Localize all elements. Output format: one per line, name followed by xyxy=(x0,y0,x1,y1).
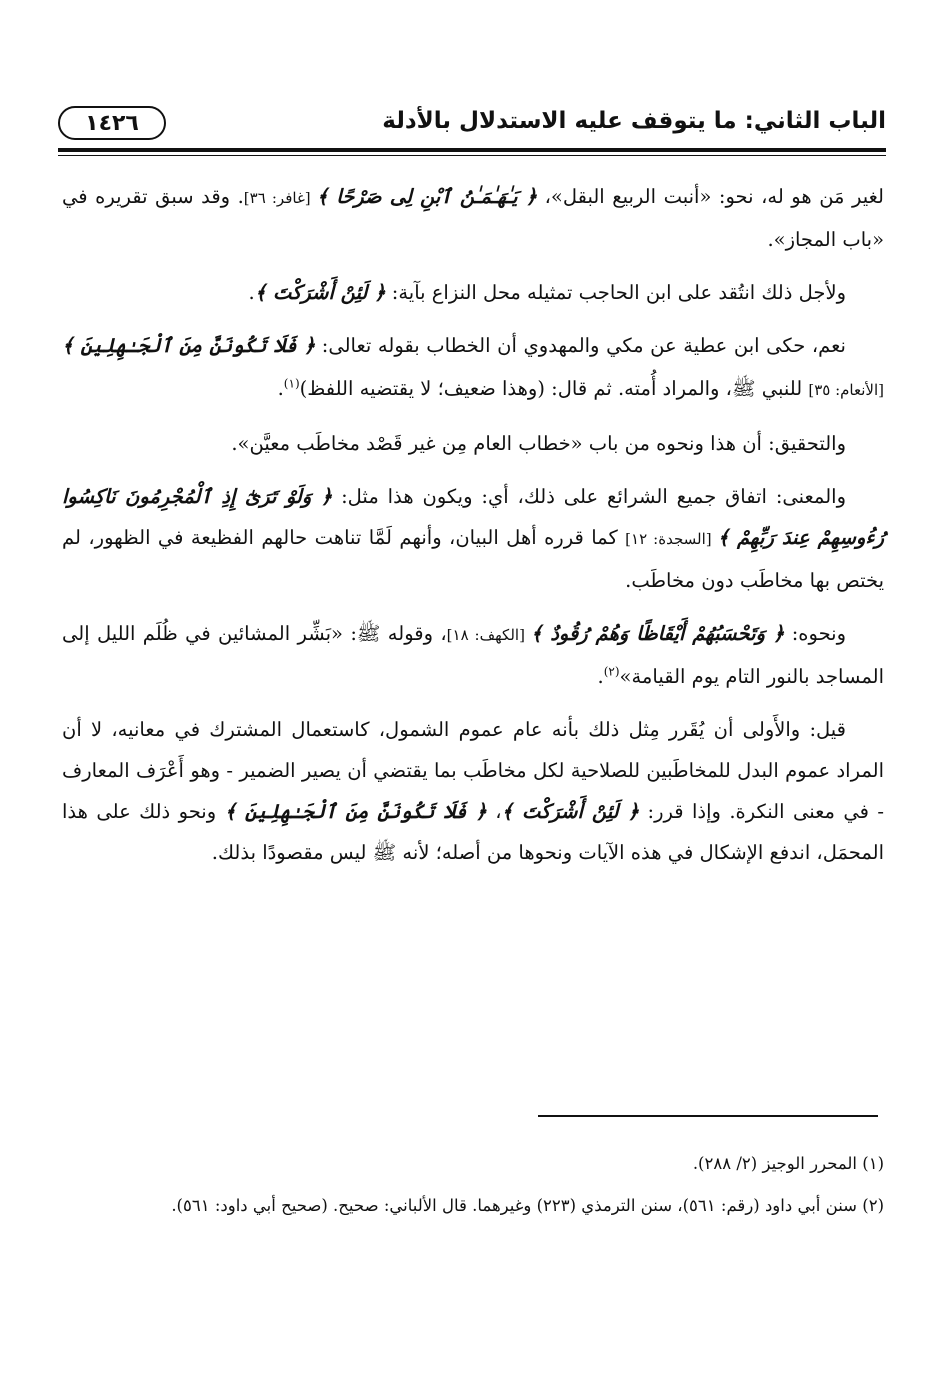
quran-verse: ﴿ فَلَا تَكُونَنَّ مِنَ ٱلْجَـٰهِلِينَ ﴾ xyxy=(224,800,487,823)
text-run: كما قرره أهل البيان، وأنهم لَمَّا تناهت حالهم الفظيعة في الظهور، لم يختص بها مخاطَب دون مخاطَب. xyxy=(62,526,884,592)
text-run: والمعنى: اتفاق جميع الشرائع على ذلك، أي: ويكون هذا مثل: xyxy=(332,485,846,508)
header-rule-thin xyxy=(58,155,886,156)
quran-verse: ﴿ وَلَوْ تَرَىٰٓ إِذِ ٱلْمُجْرِمُونَ نَاكِسُوا رُءُوسِهِمْ عِندَ رَبِّهِمْ ﴾ xyxy=(62,485,884,549)
text-run: ولأجل ذلك انتُقد على ابن الحاجب تمثيله محل النزاع بآية: xyxy=(385,281,846,304)
verse-reference: [السجدة: ١٢] xyxy=(625,530,718,548)
footnote-1: (١) المحرر الوجيز (٢/ ٢٨٨). xyxy=(692,1154,884,1173)
verse-reference: [الأنعام: ٣٥] xyxy=(808,381,884,399)
footnote-marker: (١) xyxy=(283,376,300,391)
quran-verse: ﴿ لَئِنْ أَشْرَكْتَ ﴾ xyxy=(501,800,640,823)
paragraph-1 xyxy=(62,176,884,260)
paragraph-2 xyxy=(62,272,884,313)
paragraph-6 xyxy=(62,613,884,697)
quran-verse: ﴿ لَئِنْ أَشْرَكْتَ ﴾ xyxy=(254,281,386,304)
text-run: ، xyxy=(486,800,502,823)
main-text xyxy=(62,176,884,885)
footnote-2: (٢) سنن أبي داود (رقم: ٥٦١)، سنن الترمذي (٢٢٣) وغيرهما. قال الألباني: صحيح. (صحيح أبي داود: ٥٦١). xyxy=(171,1196,884,1215)
text-run: ، وقوله ﷺ: «بَشِّر المشائين في ظُلَم الليل إلى المساجد بالنور التام يوم القيامة» xyxy=(62,622,884,688)
text-run: . وقد سبق تقريره في «باب المجاز». xyxy=(62,185,884,251)
page-header xyxy=(58,100,886,150)
paragraph-3 xyxy=(62,325,884,411)
text-run: ونحو ذلك على هذا المحمَل، اندفع الإشكال في هذه الآيات ونحوها من أصله؛ لأنه ﷺ ليس مقصودًا بذلك. xyxy=(62,800,884,864)
paragraph-7 xyxy=(62,709,884,873)
quran-verse: ﴿ فَلَا تَكُونَنَّ مِنَ ٱلْجَـٰهِلِينَ ﴾ xyxy=(62,334,316,357)
text-run: نعم، حكى ابن عطية عن مكي والمهدوي أن الخطاب بقوله تعالى: xyxy=(315,334,846,357)
text-run: ونحوه: xyxy=(784,622,846,645)
header-rule-thick xyxy=(58,148,886,152)
running-title: الباب الثاني: ما يتوقف عليه الاستدلال بالأدلة xyxy=(382,108,886,134)
text-run: للنبي ﷺ، والمراد أُمته. ثم قال: (وهذا ضعيف؛ لا يقتضيه اللفظ) xyxy=(299,377,809,400)
footnote-marker: (٢) xyxy=(603,664,620,679)
verse-reference: [الكهف: ١٨] xyxy=(446,626,531,644)
text-run: والتحقيق: أن هذا ونحوه من باب «خطاب العام مِن غير قَصْد مخاطَب معيَّن». xyxy=(231,432,846,455)
paragraph-5 xyxy=(62,476,884,601)
footnotes xyxy=(62,1143,884,1227)
verse-reference: [غافر: ٣٦] xyxy=(243,189,317,207)
page-number: ١٤٢٦ xyxy=(85,110,139,136)
text-run: قيل: والأَولى أن يُقَرر مِثل ذلك بأنه عام عموم الشمول، كاستعمال المشترك في معانيه، لا أن المراد عموم البدل للمخاطَبين للصلاحية لكل مخاطَب بما يقتضي أن يصير الضمير - وهو أَعْرَف المعارف - في معنى النكرة. وإذا قرر: xyxy=(62,718,884,823)
paragraph-4 xyxy=(62,423,884,464)
quran-verse: ﴿ وَتَحْسَبُهُمْ أَيْقَاظًا وَهُمْ رُقُودٌ ﴾ xyxy=(530,622,785,645)
text-run: . xyxy=(277,377,284,400)
page-number-badge xyxy=(58,106,166,140)
text-run: . xyxy=(248,281,255,304)
quran-verse: ﴿ يَـٰهَـٰمَـٰنُ ٱبْنِ لِى صَرْحًا ﴾ xyxy=(316,185,538,208)
footnote-separator xyxy=(538,1115,878,1117)
text-run: . xyxy=(597,665,604,688)
text-run: لغير مَن هو له، نحو: «أنبت الربيع البقل»، xyxy=(537,185,884,208)
